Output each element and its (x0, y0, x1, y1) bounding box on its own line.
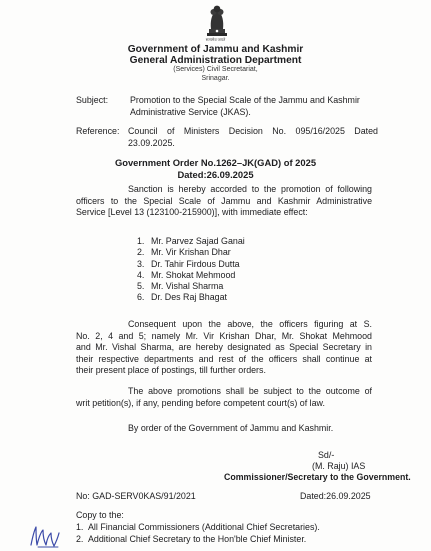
copy-item (76, 534, 306, 546)
copy-to-label: Copy to the: (76, 510, 124, 520)
list-item (137, 281, 245, 292)
document-number: No: GAD-SERV0KAS/91/2021 (76, 491, 196, 501)
paragraph-line: writ petition(s), if any, pending before competent court(s) of law. (76, 397, 325, 408)
emblem-motto: सत्यमेव जयते (205, 37, 226, 42)
government-title: Government of Jammu and Kashmir (127, 44, 304, 55)
paragraph-line: their present place of postings, till further orders. (76, 365, 266, 375)
paragraph-line: their respective departments and rest of the officers shall continue at (76, 353, 372, 364)
list-item (137, 270, 245, 281)
officer-name: Mr. Shokat Mehmood (151, 269, 236, 280)
list-item (137, 292, 245, 303)
list-number: 2. (137, 247, 145, 258)
consequent-paragraph (76, 319, 372, 377)
paragraph-line: No. 2, 4 and 5; namely Mr. Vir Krishan Dhar, Mr. Shokat Mehmood (76, 330, 372, 341)
order-date: Dated:26.09.2025 (177, 169, 254, 180)
paragraph-line: Service [Level 13 (123100-215900)], with immediate effect: (76, 207, 308, 217)
list-item (137, 236, 245, 247)
officer-name: Mr. Parvez Sajad Ganai (151, 236, 245, 246)
officer-name: Dr. Des Raj Bhagat (151, 292, 227, 303)
wing-line: (Services) Civil Secretariat, (173, 66, 258, 73)
subject-text (130, 95, 372, 118)
subject-line: Promotion to the Special Scale of the Jammu and Kashmir (130, 95, 360, 105)
order-title: Government Order No.1262–JK(GAD) of 2025 (114, 157, 317, 168)
subject-line: Administrative Service (JKAS). (130, 106, 251, 117)
list-item (137, 247, 245, 258)
list-number: 5. (137, 281, 145, 292)
paragraph-line: and Mr. Vishal Sharma, are hereby designated as Special Secretary in (76, 342, 372, 352)
copy-text: All Financial Commissioners (Additional Chief Secretaries). (88, 522, 320, 532)
paragraph-line: Sanction is hereby accorded to the promotion of following (128, 184, 372, 194)
copy-number: 1. (76, 522, 84, 532)
officers-list (137, 236, 245, 304)
by-order-line: By order of the Government of Jammu and Kashmir. (128, 423, 334, 433)
paragraph-line: officers to the Special Scale of Jammu and Kashmir Administrative (76, 195, 372, 206)
signatory-name: (M. Raju) IAS (312, 461, 366, 471)
list-number: 4. (137, 269, 145, 280)
paragraph-line: The above promotions shall be subject to the outcome of (128, 386, 372, 396)
list-item (137, 259, 245, 270)
state-emblem-icon (205, 4, 229, 38)
document-date: Dated:26.09.2025 (300, 491, 371, 501)
list-number: 6. (137, 292, 145, 303)
sd-mark: Sd/- (318, 450, 335, 460)
reference-line: Council of Ministers Decision No. 095/16/2025 Dated (128, 126, 378, 136)
reference-text (128, 126, 378, 149)
department-title: General Administration Department (129, 55, 302, 66)
officer-name: Dr. Tahir Firdous Dutta (151, 258, 240, 269)
list-number: 3. (137, 258, 145, 269)
officer-name: Mr. Vishal Sharma (151, 281, 224, 292)
list-number: 1. (137, 236, 145, 246)
copy-text: Additional Chief Secretary to the Hon'ble Chief Minister. (88, 534, 307, 544)
city-line: Srinagar. (201, 75, 230, 82)
promotions-paragraph (76, 386, 372, 409)
handwritten-initial-icon (28, 523, 62, 549)
sanction-paragraph (76, 184, 372, 219)
copy-item (76, 522, 320, 534)
reference-label: Reference: (76, 126, 120, 136)
signatory-designation: Commissioner/Secretary to the Government. (224, 472, 411, 482)
officer-name: Mr. Vir Krishan Dhar (151, 247, 231, 258)
subject-label: Subject: (76, 95, 109, 105)
copy-number: 2. (76, 534, 84, 544)
paragraph-line: Consequent upon the above, the officers figuring at S. (128, 319, 372, 329)
reference-line: 23.09.2025. (128, 137, 175, 148)
